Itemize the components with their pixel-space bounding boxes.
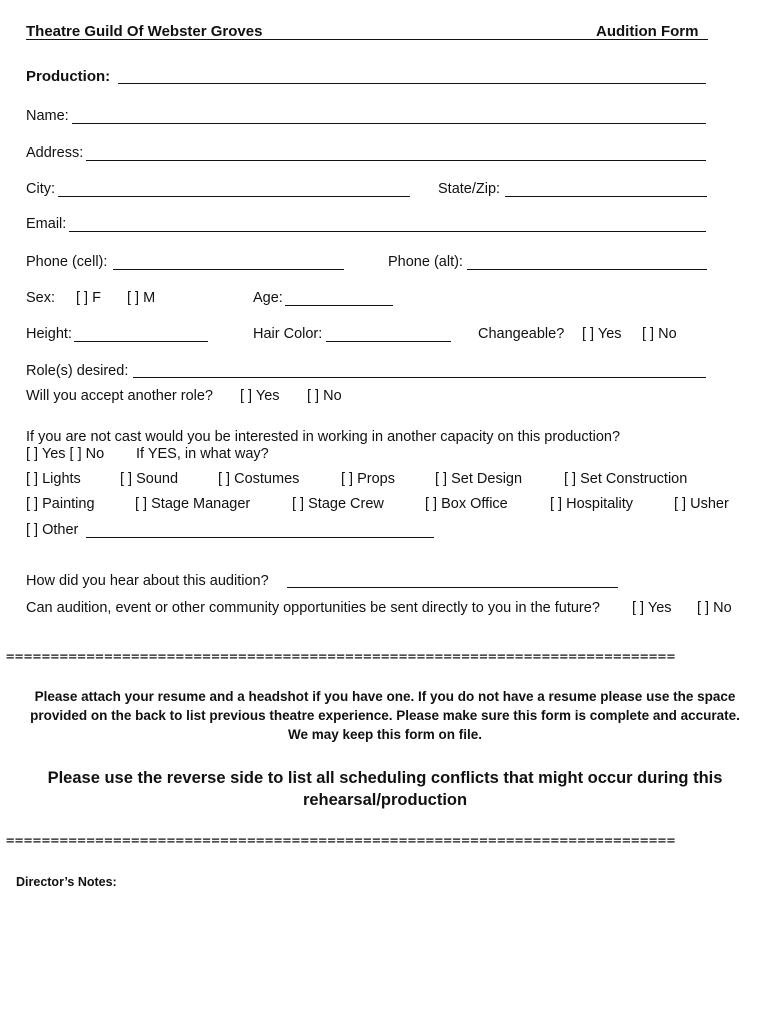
option-props[interactable]: [ ] Props bbox=[341, 471, 395, 487]
organization-name: Theatre Guild Of Webster Groves bbox=[26, 23, 263, 40]
address-field[interactable] bbox=[86, 160, 706, 161]
production-label: Production: bbox=[26, 68, 111, 85]
option-set-construction[interactable]: [ ] Set Construction bbox=[564, 471, 688, 487]
option-sound[interactable]: [ ] Sound bbox=[120, 471, 179, 487]
option-usher[interactable]: [ ] Usher bbox=[674, 496, 729, 512]
changeable-label: Changeable? bbox=[478, 326, 565, 342]
if-yes-label: If YES, in what way? bbox=[136, 446, 269, 462]
community-question: Can audition, event or other community opportunities be sent directly to you in the future? bbox=[26, 600, 600, 616]
directors-notes-label: Director’s Notes: bbox=[16, 875, 117, 889]
phone-alt-field[interactable] bbox=[467, 269, 707, 270]
email-label: Email: bbox=[26, 216, 67, 232]
resume-notice: Please attach your resume and a headshot if you have one. If you do not have a resume please use the space provided on the back to list previous theatre experience. Please make sure this form is complete and accurate. We may keep this form on file. bbox=[30, 689, 740, 742]
sex-label: Sex: bbox=[26, 290, 56, 306]
header-underline bbox=[26, 39, 708, 40]
community-no-checkbox[interactable]: [ ] No bbox=[697, 600, 732, 616]
sex-f-checkbox[interactable]: [ ] F bbox=[76, 290, 101, 306]
sex-m-checkbox[interactable]: [ ] M bbox=[127, 290, 156, 306]
separator-top: =========================================================================== bbox=[6, 649, 676, 665]
changeable-yes-checkbox[interactable]: [ ] Yes bbox=[582, 326, 622, 342]
option-stage-manager[interactable]: [ ] Stage Manager bbox=[135, 496, 251, 512]
option-hospitality[interactable]: [ ] Hospitality bbox=[550, 496, 633, 512]
roles-label: Role(s) desired: bbox=[26, 363, 129, 379]
city-field[interactable] bbox=[58, 196, 410, 197]
city-label: City: bbox=[26, 181, 55, 197]
state-zip-field[interactable] bbox=[505, 196, 707, 197]
roles-field[interactable] bbox=[133, 377, 706, 378]
option-lights[interactable]: [ ] Lights bbox=[26, 471, 81, 487]
other-field[interactable] bbox=[86, 537, 434, 538]
state-zip-label: State/Zip: bbox=[438, 181, 501, 197]
changeable-no-checkbox[interactable]: [ ] No bbox=[642, 326, 677, 342]
option-costumes[interactable]: [ ] Costumes bbox=[218, 471, 300, 487]
hair-color-field[interactable] bbox=[326, 341, 451, 342]
other-capacity-yes-no[interactable]: [ ] Yes [ ] No bbox=[26, 446, 105, 462]
separator-bottom: =========================================================================== bbox=[6, 833, 676, 849]
option-stage-crew[interactable]: [ ] Stage Crew bbox=[292, 496, 384, 512]
phone-alt-label: Phone (alt): bbox=[388, 254, 463, 270]
age-field[interactable] bbox=[285, 305, 393, 306]
hear-about-field[interactable] bbox=[287, 587, 618, 588]
height-label: Height: bbox=[26, 326, 72, 342]
option-painting[interactable]: [ ] Painting bbox=[26, 496, 95, 512]
height-field[interactable] bbox=[74, 341, 208, 342]
email-field[interactable] bbox=[69, 231, 706, 232]
another-role-yes-checkbox[interactable]: [ ] Yes bbox=[240, 388, 280, 404]
address-label: Address: bbox=[26, 145, 84, 161]
another-role-question: Will you accept another role? bbox=[26, 388, 213, 404]
name-label: Name: bbox=[26, 108, 69, 124]
form-title: Audition Form bbox=[596, 23, 699, 40]
phone-cell-label: Phone (cell): bbox=[26, 254, 108, 270]
option-other[interactable]: [ ] Other bbox=[26, 522, 79, 538]
hear-about-label: How did you hear about this audition? bbox=[26, 573, 269, 589]
hair-color-label: Hair Color: bbox=[253, 326, 323, 342]
age-label: Age: bbox=[253, 290, 283, 306]
phone-cell-field[interactable] bbox=[113, 269, 344, 270]
community-yes-checkbox[interactable]: [ ] Yes bbox=[632, 600, 672, 616]
option-box-office[interactable]: [ ] Box Office bbox=[425, 496, 508, 512]
another-role-no-checkbox[interactable]: [ ] No bbox=[307, 388, 342, 404]
option-set-design[interactable]: [ ] Set Design bbox=[435, 471, 523, 487]
production-field[interactable] bbox=[118, 83, 706, 84]
conflicts-notice: Please use the reverse side to list all scheduling conflicts that might occur during this rehearsal/production bbox=[47, 769, 723, 809]
name-field[interactable] bbox=[72, 123, 706, 124]
other-capacity-question: If you are not cast would you be interested in working in another capacity on this production? bbox=[26, 429, 621, 445]
